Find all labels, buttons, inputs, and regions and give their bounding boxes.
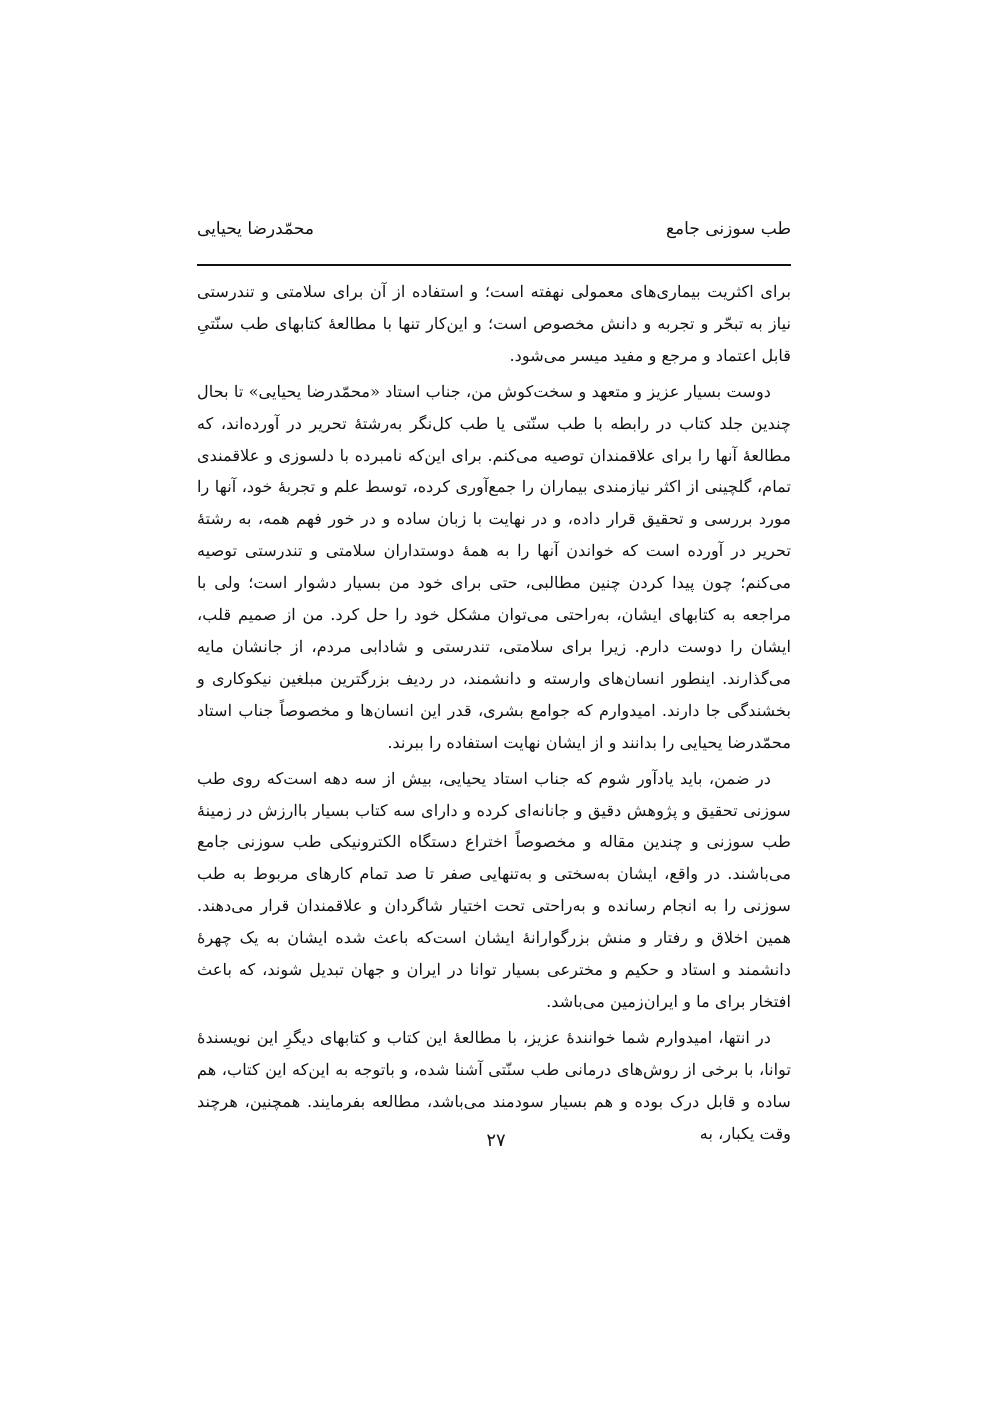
page-number: ۲۷ xyxy=(486,1130,506,1151)
book-title: طب سوزنی جامع xyxy=(665,219,791,239)
running-header xyxy=(197,212,791,246)
author-name: محمّدرضا یحیایی xyxy=(197,219,314,239)
paragraph-2: دوست بسیار عزیز و متعهد و سخت‌کوش من، جناب استاد «محمّدرضا یحیایی» تا بحال چندین جلد کتاب در رابطه با طب سنّتی یا طب کل‌نگر به‌رشتهٔ تحریر در آورده‌اند، که مطالعهٔ آنها را برای علاقمندان توصیه می‌کنم. برای این‌که نامبرده با دلسوزی و علاقمندی تمام، گلچینی از اکثر نیازمندی بیماران را جمع‌آوری کرده، توسط علم و تجربهٔ خود، آنها را مورد بررسی و تحقیق قرار داده، و در نهایت با زبان ساده و در خور فهم همه، به رشتهٔ تحریر در آورده است که خواندن آنها را به همهٔ دوستداران سلامتی و تندرستی توصیه می‌کنم؛ چون پیدا کردن چنین مطالبی، حتی برای خود من بسیار دشوار است؛ ولی با مراجعه به کتابهای ایشان، به‌راحتی می‌توان مشکل خود را حل کرد. من از صمیم قلب، ایشان را دوست دارم. زیرا برای سلامتی، تندرستی و شادابی مردم، از جانشان مایه می‌گذارند. اینطور انسان‌های وارسته و دانشمند، در ردیف بزرگترین مبلغین نیکوکاری و بخشندگی جا دارند. امیدوارم که جوامع بشری، قدر این انسان‌ها و مخصوصاً جناب استاد محمّدرضا یحیایی را بدانند و از ایشان نهایت استفاده را ببرند. xyxy=(197,381,791,752)
paragraph-4: در انتها، امیدوارم شما خوانندهٔ عزیز، با مطالعهٔ این کتاب و کتابهای دیگرِ این نویسندهٔ توانا، با برخی از روش‌های درمانی طب سنّتی آشنا شده، و باتوجه به این‌که این کتاب، هم ساده و قابل درک بوده و هم بسیار سودمند می‌باشد، مطالعه بفرمایند. همچنین، هرچند وقت یکبار، به xyxy=(197,1027,791,1143)
body-text xyxy=(197,276,791,1153)
header-divider xyxy=(197,264,791,266)
paragraph-3: در ضمن، باید یادآور شوم که جناب استاد یحیایی، بیش از سه دهه است‌که روی طب سوزنی تحقیق و پژوهش دقیق و جانانه‌ای کرده و دارای سه کتاب بسیار باارزش در زمینهٔ طب سوزنی و چندین مقاله و مخصوصاً اختراع دستگاه الکترونیکی طب سوزنی جامع می‌باشند. در واقع، ایشان به‌سختی و به‌تنهایی صفر تا صد تمام کارهای مربوط به طب سوزنی را به انجام رسانده و به‌راحتی تحت اختیار شاگردان و علاقمندان قرار می‌دهند. همین اخلاق و رفتار و منش بزرگوارانهٔ ایشان است‌که باعث شده ایشان به یک چهرهٔ دانشمند و استاد و حکیم و مخترعی بسیار توانا در ایران و جهان تبدیل شوند، که باعث افتخار برای ما و ایران‌زمین می‌باشد. xyxy=(197,768,791,1011)
paragraph-1: برای اکثریت بیماری‌های معمولی نهفته است؛ و استفاده از آن برای سلامتی و تندرستی نیاز به تبحّر و تجربه و دانش مخصوص است؛ و این‌کار تنها با مطالعهٔ کتابهای طب سنّتیِ قابل اعتماد و مرجع و مفید میسر می‌شود. xyxy=(197,282,791,365)
